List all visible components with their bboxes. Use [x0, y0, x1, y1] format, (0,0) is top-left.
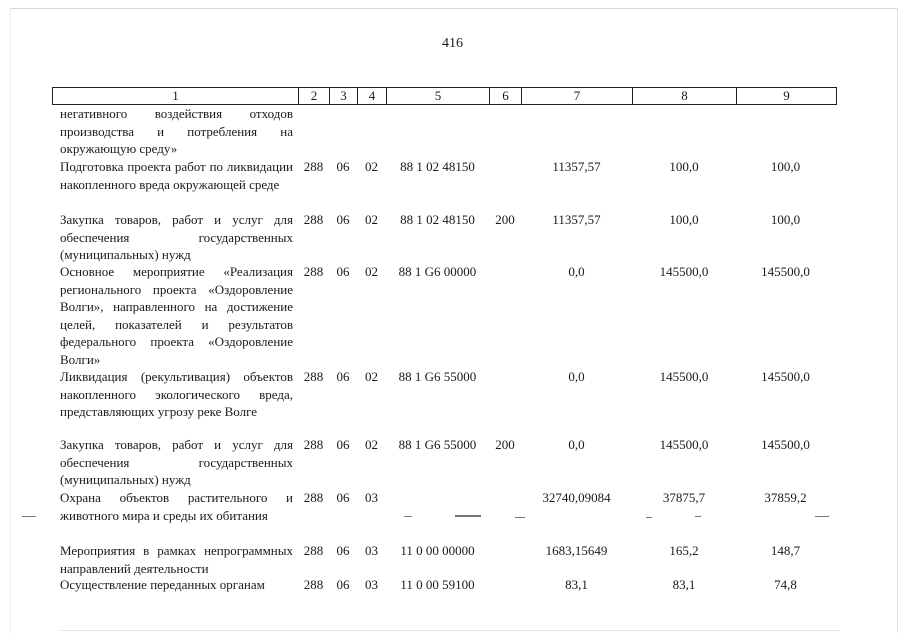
row-col-3: 06	[336, 543, 350, 558]
row-col-3: 06	[336, 490, 350, 505]
row-col-2: 288	[303, 490, 324, 505]
row-col-8: 100,0	[669, 159, 699, 174]
row-col-7: 0,0	[568, 369, 585, 384]
row-col-7: 11357,57	[552, 212, 601, 227]
row-name: Подготовка проекта работ по ликвидации накопленного вреда окружающей среде	[60, 159, 293, 192]
row-col-2: 288	[303, 543, 324, 558]
table-header	[52, 87, 837, 105]
row-col-5: 11 0 00 59100	[400, 577, 475, 592]
row-col-2: 288	[303, 369, 324, 384]
row-col-5: 88 1 02 48150	[400, 212, 475, 227]
row-col-8: 37875,7	[662, 490, 706, 505]
row-col-6: 200	[495, 212, 515, 227]
row-name: Закупка товаров, работ и услуг для обеспечения государственных (муниципальных) нужд	[60, 437, 293, 487]
row-col-5: 88 1 G6 55000	[398, 369, 477, 384]
scan-artifact	[455, 515, 481, 517]
header-col-5: 5	[387, 88, 490, 104]
row-col-4: 02	[365, 437, 378, 452]
row-col-8: 83,1	[672, 577, 696, 592]
row-col-9: 100,0	[770, 159, 801, 174]
row-col-7: 83,1	[565, 577, 588, 592]
row-col-9: 37859,2	[764, 490, 807, 505]
row-col-2: 288	[303, 212, 324, 227]
header-col-6: 6	[490, 88, 522, 104]
row-col-4: 02	[365, 159, 378, 174]
row-col-5: 88 1 02 48150	[400, 159, 475, 174]
row-col-7: 32740,09084	[542, 490, 611, 505]
row-col-3: 06	[336, 437, 350, 452]
header-col-4: 4	[358, 88, 387, 104]
row-col-3: 06	[336, 159, 350, 174]
scan-artifact	[815, 516, 829, 517]
row-col-6: 200	[495, 437, 515, 452]
row-col-3: 06	[336, 212, 350, 227]
row-col-4: 03	[365, 543, 378, 558]
header-col-3: 3	[330, 88, 358, 104]
row-col-8: 165,2	[669, 543, 699, 558]
row-col-4: 03	[365, 577, 378, 592]
scan-artifact	[695, 516, 701, 517]
row-col-3: 06	[336, 577, 350, 592]
scan-artifact	[404, 516, 412, 517]
row-col-8: 145500,0	[659, 437, 709, 452]
row-col-2: 288	[303, 577, 324, 592]
row-col-7: 0,0	[568, 437, 585, 452]
row-col-4: 03	[365, 490, 378, 505]
scan-artifact	[646, 517, 652, 518]
row-col-5: 11 0 00 00000	[400, 543, 475, 558]
row-col-7: 11357,57	[552, 159, 601, 174]
row-col-8: 145500,0	[659, 369, 709, 384]
row-col-4: 02	[365, 264, 378, 279]
row-col-3: 06	[336, 264, 350, 279]
row-col-9: 145500,0	[761, 369, 810, 384]
row-col-9: 148,7	[770, 543, 801, 558]
row-col-8: 145500,0	[659, 264, 709, 279]
row-col-7: 0,0	[568, 264, 585, 279]
row-col-9: 145500,0	[761, 437, 810, 452]
header-col-1: 1	[53, 88, 299, 104]
scan-artifact	[22, 516, 36, 517]
row-col-7: 1683,15649	[545, 543, 608, 558]
row-name: Ликвидация (рекультивация) объектов накопленного экологического вреда, представляющих угрозу реке Волге	[60, 369, 293, 419]
row-col-3: 06	[336, 369, 350, 384]
row-col-2: 288	[303, 159, 324, 174]
row-col-9: 100,0	[770, 212, 801, 227]
row-col-4: 02	[365, 369, 378, 384]
row-name: Охрана объектов растительного и животного мира и среды их обитания	[60, 490, 293, 523]
row-name: Основное мероприятие «Реализация регионального проекта «Оздоровление Волги», направленного на достижение целей, показателей и результатов федерального проекта «Оздоровление Волги»	[60, 264, 293, 367]
page-number: 416	[442, 36, 463, 51]
row-col-4: 02	[365, 212, 378, 227]
row-name: Закупка товаров, работ и услуг для обеспечения государственных (муниципальных) нужд	[60, 212, 293, 262]
row-name: Осуществление переданных органам	[60, 577, 265, 592]
header-col-7: 7	[522, 88, 633, 104]
row-col-8: 100,0	[669, 212, 699, 227]
row-col-2: 288	[303, 264, 324, 279]
row-col-5: 88 1 G6 00000	[398, 264, 477, 279]
header-col-9: 9	[783, 88, 790, 103]
header-col-2: 2	[299, 88, 330, 104]
header-col-8: 8	[633, 88, 737, 104]
scan-artifact	[515, 517, 525, 518]
row-col-2: 288	[303, 437, 324, 452]
row-name: Мероприятия в рамках непрограммных направлений деятельности	[60, 543, 293, 576]
row-col-9: 145500,0	[761, 264, 810, 279]
row-name: негативного воздействия отходов производства и потребления на окружающую среду»	[60, 106, 293, 156]
row-col-9: 74,8	[774, 577, 797, 592]
scan-artifact	[60, 630, 840, 631]
row-col-5: 88 1 G6 55000	[398, 437, 477, 452]
